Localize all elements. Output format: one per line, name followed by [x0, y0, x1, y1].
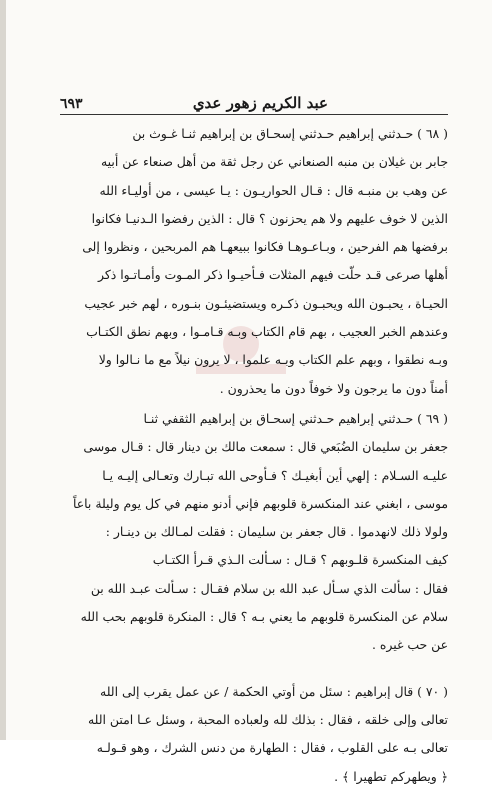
text-line: عليـه السـلام : إلهي أين أبغيـك ؟ فـأوحى الله تبـارك وتعـالى إليـه يـا — [102, 467, 448, 483]
text-line: فقال : سألت الذي سـأل عبد الله بن سلام فقـال : سـألت عبـد الله بن — [90, 580, 448, 596]
text-line: الحيـاة ، يحبـون الله ويحبـون ذكـره ويستضيئـون بنـوره ، لهم خبر عجيب — [84, 295, 448, 311]
page-number: ٦٩٣ — [60, 96, 83, 112]
text-line: سلام عن المنكسرة قلوبهم ما يعني بـه ؟ قال : المنكرة قلوبهم بحب الله — [80, 609, 448, 625]
text-line: برفضها هم الفرحين ، وبـاعـوهـا فكانوا ببيعهـا هم المربحين ، ونظروا إلى — [82, 239, 448, 255]
text-line: وعندهم الخبر العجيب ، بهم قام الكتاب وبـه قـامـوا ، وبهم نطق الكتـاب — [86, 324, 448, 340]
text-line: ولولا ذلك لانهدموا . قال جعفر بن سليمان : فقلت لمـالك بن دينـار : — [105, 524, 448, 540]
text-line: موسى ، ابغني عند المنكسرة قلوبهم فإني أدنو منهم في كل يوم وليلة باعاً — [72, 495, 448, 511]
text-line: أهلها صرعى قـد حلّت فيهم المثلات فـأحيـوا ذكر المـوت وأمـاتـوا ذكر — [98, 267, 448, 283]
paragraph-69 — [60, 405, 448, 660]
text-line: جابر بن غيلان بن منبه الصنعاني عن رجل ثقة من أهل صنعاء عن أبيه — [101, 154, 448, 170]
text-line: كيف المنكسرة قلـوبهم ؟ قـال : سـألت الـذي قـرأ الكتـاب — [152, 552, 448, 568]
text-line: ( ٧٠ ) قال إبراهيم : سئل من أوتي الحكمة / عن عمل يقرب إلى الله — [100, 683, 448, 699]
text-line: تعالى وإلى خلقه ، فقال : بذلك لله ولعباده المحبة ، وسئل عـا امتن الله — [88, 711, 448, 727]
text-line: الذين لا خوف عليهم ولا هم يحزنون ؟ قال : الذين رفضوا الـدنيـا فكانوا — [91, 210, 448, 226]
book-author-title: عبد الكريم زهور عدي — [192, 94, 328, 112]
text-line: أمناً دون ما يرجون ولا خوفاً دون ما يحذرون . — [219, 380, 448, 396]
text-line: عن وهب بن منبـه قال : قـال الحواريـون : يـا عيسى ، من أوليـاء الله — [99, 182, 448, 198]
text-line: وبـه نطقوا ، وبهم علم الكتاب وبـه علموا ، لا يرون نيلاً مع ما نـالوا ولا — [98, 352, 448, 368]
text-line: عن حب غيره . — [372, 637, 448, 653]
text-line: ( ٦٩ ) حـدثني إبراهيم حـدثني إسحـاق بن إبراهيم الثقفي ثنـا — [143, 410, 448, 426]
text-line: تعالى بـه على القلوب ، فقال : الطهارة من دنس الشرك ، وهو قـولـه — [96, 740, 448, 756]
page-header — [60, 90, 448, 115]
paragraph-68 — [60, 120, 448, 403]
body-text — [60, 120, 448, 791]
text-line: جعفر بن سليمان الضُبَعي قال : سمعت مالك بن دينار قال : قـال موسى — [83, 439, 448, 455]
text-line: ﴿ ويطهركم تطهيرا ﴾ . — [334, 768, 448, 784]
paragraph-70 — [60, 678, 448, 791]
text-line: ( ٦٨ ) حـدثني إبراهيم حـدثني إسحـاق بن إبراهيم ثنـا غـوث بن — [132, 126, 448, 141]
